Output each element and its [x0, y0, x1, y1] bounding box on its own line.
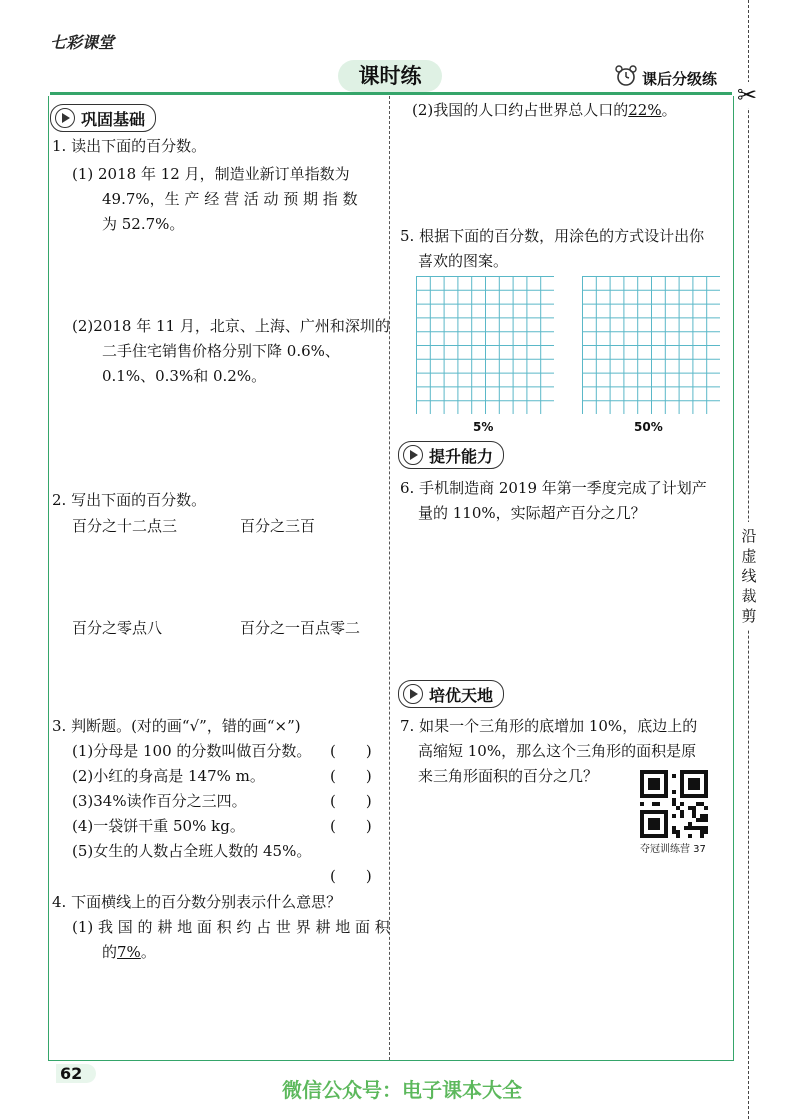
q3-item: (5)女生的人数占全班人数的 45%。 — [72, 842, 312, 860]
header-divider — [50, 92, 732, 95]
q3-item: (4)一袋饼干重 50% kg。 — [72, 817, 245, 835]
q2-item: 百分之一百点零二 — [240, 619, 361, 637]
q5-line1: 5. 根据下面的百分数，用涂色的方式设计出你 — [400, 227, 705, 245]
header-right-label: 课后分级练 — [642, 69, 718, 88]
q5-line2: 喜欢的图案。 — [418, 252, 509, 270]
q1-p2-line2: 二手住宅销售价格分别下降 0.6%、 — [102, 342, 340, 360]
grid-label: 5% — [473, 420, 494, 434]
answer-paren: ( ) — [330, 767, 372, 785]
section-ability-label: 提升能力 — [429, 446, 494, 466]
section-basic — [50, 104, 156, 132]
q1-p1-line1: (1) 2018 年 12 月，制造业新订单指数为 — [72, 165, 350, 183]
q3-item: (2)小红的身高是 147% m。 — [72, 767, 265, 785]
q1-p2-line1: (2)2018 年 11 月，北京、上海、广州和深圳的 — [72, 317, 390, 335]
section-excellence — [398, 680, 504, 708]
answer-paren: ( ) — [330, 742, 372, 760]
q7-line2: 高缩短 10%，那么这个三角形的面积是原 — [418, 742, 697, 760]
q3-item: (1)分母是 100 的分数叫做百分数。 — [72, 742, 312, 760]
play-icon — [55, 108, 75, 128]
q4-p1-line2: 的7%。 — [102, 943, 156, 961]
q6-line1: 6. 手机制造商 2019 年第一季度完成了计划产 — [400, 479, 707, 497]
answer-paren: ( ) — [330, 867, 372, 885]
q2-stem: 2. 写出下面的百分数。 — [52, 491, 207, 509]
q1-p1-line2: 49.7%，生 产 经 营 活 动 预 期 指 数 — [102, 190, 358, 208]
q4-p2: (2)我国的人口约占世界总人口的22%。 — [412, 101, 677, 119]
q4-stem: 4. 下面横线上的百分数分别表示什么意思？ — [52, 893, 342, 911]
q7-line1: 7. 如果一个三角形的底增加 10%，底边上的 — [400, 717, 698, 735]
grid-label: 50% — [634, 420, 663, 434]
qr-code-icon[interactable] — [640, 770, 708, 838]
q2-item: 百分之零点八 — [72, 619, 163, 637]
q1-stem: 1. 读出下面的百分数。 — [52, 137, 207, 155]
answer-paren: ( ) — [330, 817, 372, 835]
q7-line3: 来三角形面积的百分之几？ — [418, 767, 599, 785]
page-title: 课时练 — [338, 60, 442, 92]
grid-50-percent[interactable] — [582, 276, 720, 414]
alarm-clock-icon — [614, 64, 638, 92]
play-icon — [403, 445, 423, 465]
section-ability — [398, 441, 504, 469]
q4-p1-line1: (1) 我 国 的 耕 地 面 积 约 占 世 界 耕 地 面 积 — [72, 918, 390, 936]
section-excellence-label: 培优天地 — [429, 685, 494, 705]
footer-watermark: 微信公众号：电子课本大全 — [282, 1078, 522, 1102]
header-right — [614, 64, 717, 92]
q2-item: 百分之三百 — [240, 517, 316, 535]
grid-5-percent[interactable] — [416, 276, 554, 414]
q2-item: 百分之十二点三 — [72, 517, 178, 535]
section-basic-label: 巩固基础 — [81, 109, 146, 129]
qr-label: 夺冠训练营 37 — [640, 844, 706, 855]
q1-p2-line3: 0.1%、0.3%和 0.2%。 — [102, 367, 267, 385]
q3-stem: 3. 判断题。(对的画“√”，错的画“×”) — [52, 717, 301, 735]
q1-p1-line3: 为 52.7%。 — [102, 215, 185, 233]
answer-paren: ( ) — [330, 792, 372, 810]
page-number: 62 — [56, 1064, 96, 1083]
cut-instruction: 沿 虚 线 裁 剪 — [736, 522, 762, 630]
q6-line2: 量的 110%，实际超产百分之几？ — [418, 504, 646, 522]
scissors-icon: ✂ — [737, 81, 758, 109]
q3-item: (3)34%读作百分之三四。 — [72, 792, 247, 810]
brand-logo: 七彩课堂 — [50, 33, 115, 52]
play-icon — [403, 684, 423, 704]
